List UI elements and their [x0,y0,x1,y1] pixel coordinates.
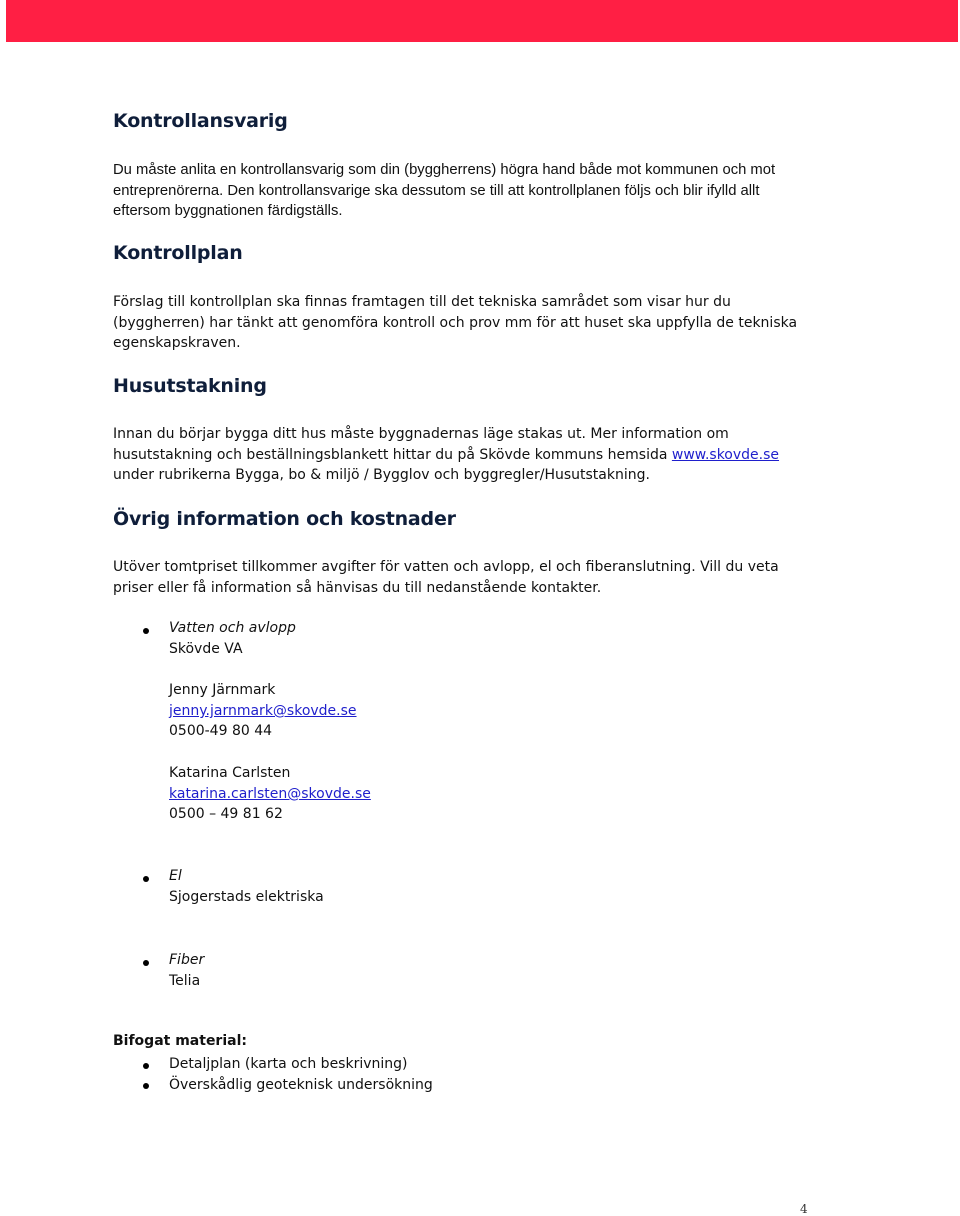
skovde-link[interactable]: www.skovde.se [671,446,780,463]
attachment-item: Detaljplan (karta och beskrivning) [169,1056,408,1072]
heading-kontrollansvarig: Kontrollansvarig [113,110,288,132]
attachments-heading: Bifogat material: [113,1033,247,1049]
paragraph-kontrollplan: Förslag till kontrollplan ska finnas framtagen till det tekniska samrådet som visar hur du (byggherren) har tänkt att genomföra kontroll och prov mm för att huset ska uppfylla de tekniska egenskapskraven. [113,294,798,351]
bullet-icon [143,876,149,882]
bullet-icon [143,628,149,634]
contact-el-title: El [169,868,182,884]
contact-person1-phone: 0500-49 80 44 [169,723,273,739]
page-number: 4 [800,1202,808,1216]
contact-person1-email[interactable]: jenny.jarnmark@skovde.se [169,703,357,719]
husutstakning-text-before: Innan du börjar bygga ditt hus måste byggnadernas läge stakas ut. Mer information om husutstakning och beställningsblankett hittar du på Skövde kommuns hemsida [113,426,729,463]
header-bar [6,0,958,42]
contact-person2-name: Katarina Carlsten [169,765,291,781]
contact-fiber-org: Telia [169,973,201,989]
bullet-icon [143,960,149,966]
contact-person2-email[interactable]: katarina.carlsten@skovde.se [169,786,371,802]
contact-el-org: Sjogerstads elektriska [169,889,324,905]
contact-fiber-title: Fiber [169,952,205,968]
heading-kontrollplan: Kontrollplan [113,242,243,264]
bullet-icon [143,1063,149,1069]
paragraph-husutstakning [113,424,813,486]
contact-vatten-org: Skövde VA [169,641,243,657]
paragraph-kontrollansvarig: Du måste anlita en kontrollansvarig som din (byggherrens) högra hand både mot kommunen och mot entreprenörerna. Den kontrollansvarige ska dessutom se till att kontrollplanen följs och blir ifylld allt eftersom byggnationen färdigställs. [113,162,776,219]
heading-husutstakning: Husutstakning [113,375,267,397]
contact-person1-name: Jenny Järnmark [169,682,276,698]
contact-person2-phone: 0500 – 49 81 62 [169,806,283,822]
bullet-icon [143,1083,149,1089]
paragraph-ovrig-information: Utöver tomtpriset tillkommer avgifter för vatten och avlopp, el och fiberanslutning. Vill du veta priser eller få information så hänvisas du till nedanstående kontakter. [113,559,779,596]
contact-vatten-title: Vatten och avlopp [169,620,296,636]
attachment-item: Överskådlig geoteknisk undersökning [169,1077,433,1093]
heading-ovrig-information: Övrig information och kostnader [113,508,456,530]
husutstakning-text-after: under rubrikerna Bygga, bo & miljö / Bygglov och byggregler/Husutstakning. [113,467,650,483]
